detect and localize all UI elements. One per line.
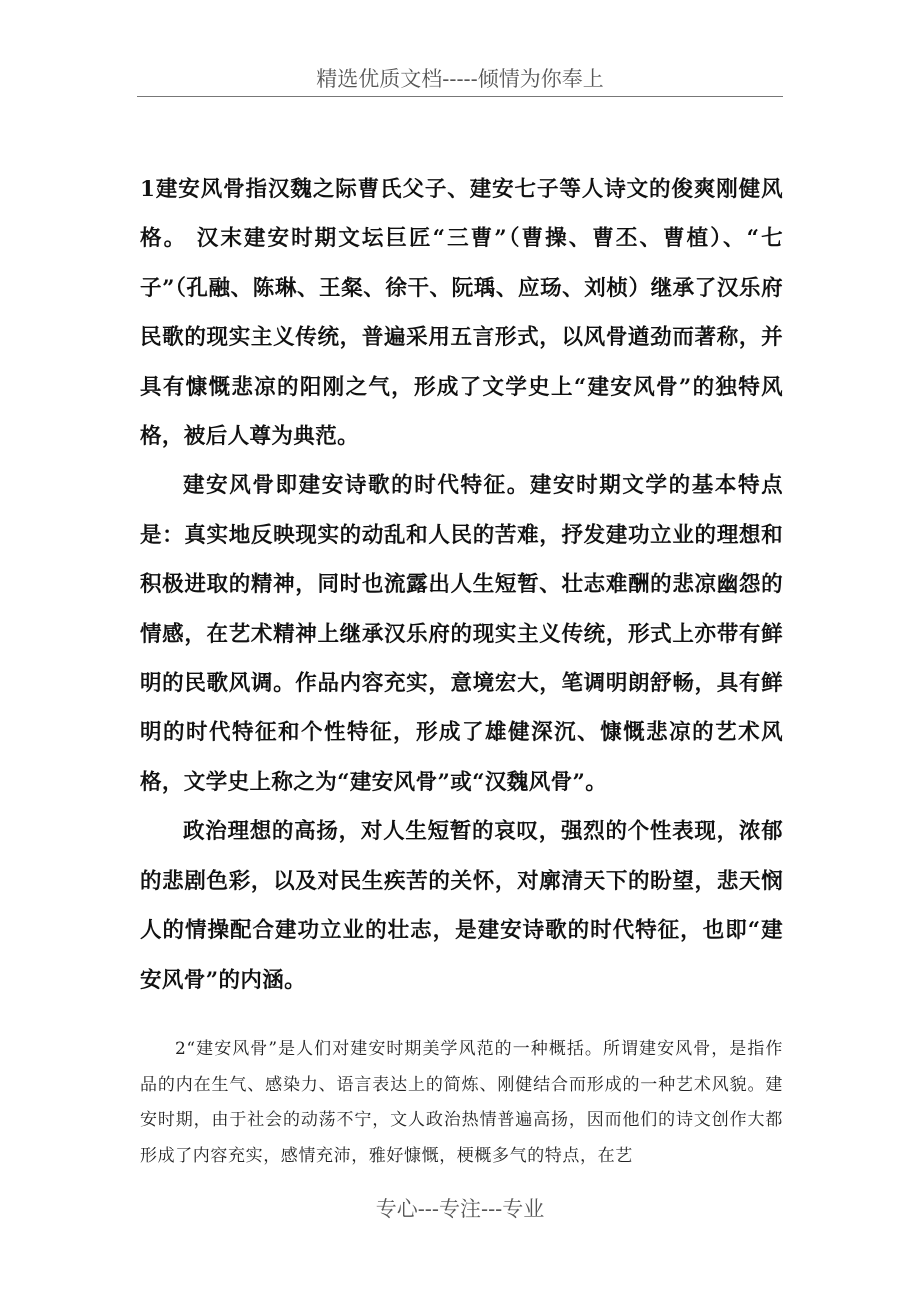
paragraph-2: 建安风骨即建安诗歌的时代特征。建安时期文学的基本特点是：真实地反映现实的动乱和人民的苦难，抒发建功立业的理想和积极进取的精神，同时也流露出人生短暂、壮志难酬的悲凉幽怨的情感，在艺术精神上继承汉乐府的现实主义传统，形式上亦带有鲜明的民歌风调。作品内容充实，意境宏大，笔调明朗舒畅，具有鲜明的时代特征和个性特征，形成了雄健深沉、慷慨悲凉的艺术风格，文学史上称之为“建安风骨”或“汉魏风骨”。	[140, 473, 783, 795]
paragraph-4: 2“建安风骨”是人们对建安时期美学风范的一种概括。所谓建安风骨，是指作品的内在生气、感染力、语言表达上的简炼、刚健结合而形成的一种艺术风貌。建安时期，由于社会的动荡不宁，文人政治热情普遍高扬，因而他们的诗文创作大都形成了内容充实，感情充沛，雅好慷慨，梗概多气的特点，在艺	[140, 1039, 783, 1166]
document-body	[140, 165, 783, 1005]
paragraph-3: 政治理想的高扬，对人生短暂的哀叹，强烈的个性表现，浓郁的悲剧色彩，以及对民生疾苦的关怀，对廓清天下的盼望，悲天悯人的情操配合建功立业的壮志，是建安诗歌的时代特征，也即“建安风骨”的内涵。	[140, 819, 783, 993]
paragraph-1: 1建安风骨指汉魏之际曹氏父子、建安七子等人诗文的俊爽刚健风格。 汉末建安时期文坛巨匠“三曹”（曹操、曹丕、曹植）、“七子”（孔融、陈琳、王粲、徐干、阮瑀、应玚、刘桢）继承了汉乐府民歌的现实主义传统，普遍采用五言形式，以风骨遒劲而著称，并具有慷慨悲凉的阳刚之气，形成了文学史上“建安风骨”的独特风格，被后人尊为典范。	[140, 177, 783, 450]
footer-text: 专心---专注---专业	[375, 1197, 545, 1221]
header-text: 精选优质文档-----倾情为你奉上	[316, 67, 604, 91]
page-footer	[0, 1192, 920, 1226]
page-header	[137, 62, 783, 97]
